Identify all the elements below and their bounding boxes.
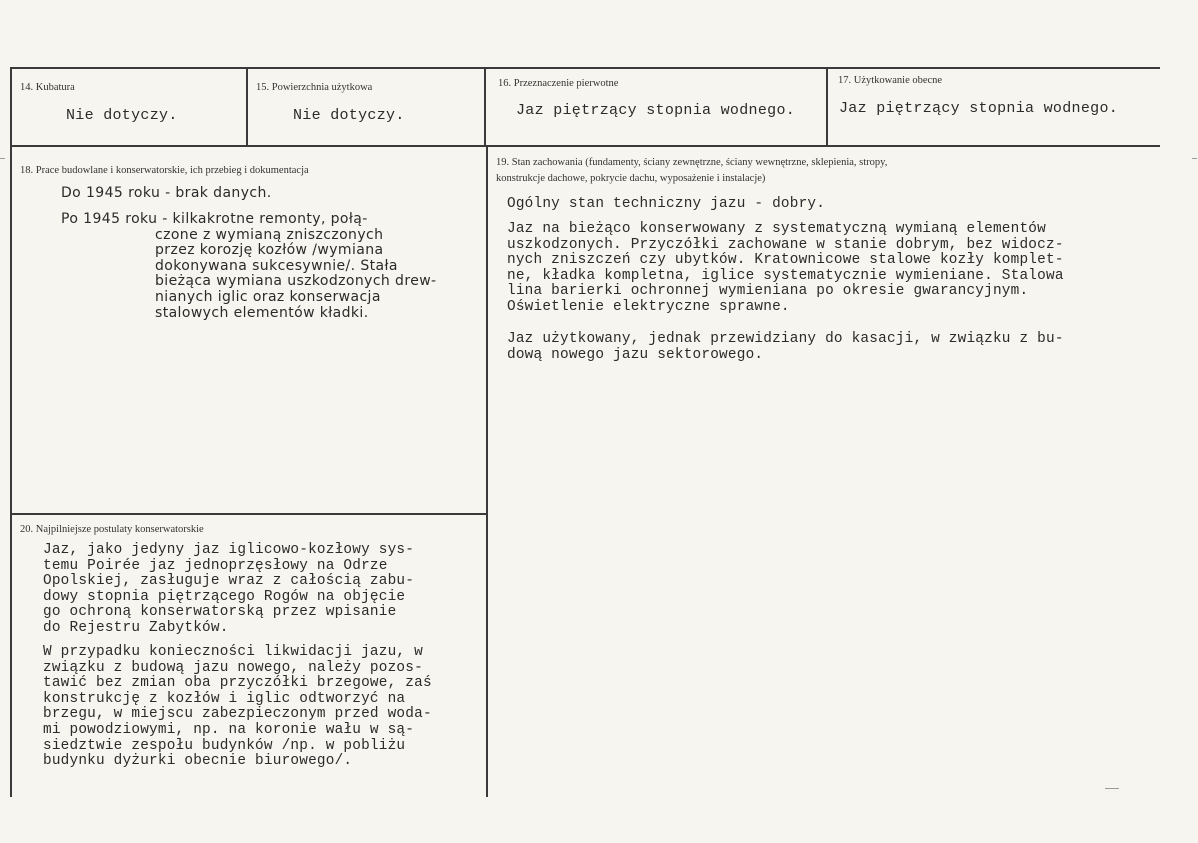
field-14-label: 14. Kubatura (20, 82, 75, 93)
text-line: czone z wymianą zniszczonych (155, 226, 384, 243)
text-line: Ogólny stan techniczny jazu - dobry. (507, 196, 826, 212)
field-19-paragraph-1 (507, 197, 825, 213)
text-line: Jaz użytkowany, jednak przewidziany do kasacji, w związku z bu- (507, 331, 1064, 347)
text-line: go ochroną konserwatorską przez wpisanie (43, 604, 397, 621)
field-15-label: 15. Powierzchnia użytkowa (256, 82, 373, 93)
center-divider (486, 145, 488, 797)
field-17-label: 17. Użytkowanie obecne (838, 75, 943, 86)
divider-15-16 (484, 67, 486, 145)
text-line: Oświetlenie elektryczne sprawne. (507, 298, 790, 315)
scan-mark (1105, 788, 1119, 789)
text-line: stalowych elementów kładki. (155, 304, 369, 321)
text-line: nych zniszczeń czy ubytków. Kratownicowe stalowe kozły komplet- (507, 252, 1064, 269)
text-line: tawić bez zmian oba przyczółki brzegowe, zaś (43, 675, 432, 692)
text-line: bieżąca wymiana uszkodzonych drew- (155, 273, 437, 290)
scan-mark (0, 158, 5, 159)
text-line: W przypadku konieczności likwidacji jazu, w (43, 644, 423, 660)
f18-bottom-border (10, 513, 486, 515)
text-line: brzegu, w miejscu zabezpieczonym przed woda- (43, 706, 432, 723)
divider-14-15 (246, 67, 248, 145)
text-line: dokonywana sukcesywnie/. Stała (155, 257, 398, 274)
field-20-paragraph-1 (43, 543, 414, 637)
field-14-value: Nie dotyczy. (66, 107, 178, 124)
scan-mark (1192, 158, 1197, 159)
text-line: siedztwie zespołu budynków /np. w pobliżu (43, 737, 406, 754)
text-line: Po 1945 roku - kilkakrotne remonty, połą- (61, 211, 368, 227)
field-20-label: 20. Najpilniejsze postulaty konserwatorskie (20, 524, 204, 535)
text-line: dową nowego jazu sektorowego. (507, 346, 764, 363)
field-16-label: 16. Przeznaczenie pierwotne (498, 78, 619, 89)
text-line: dowy stopnia piętrzącego Rogów na objęcie (43, 588, 406, 605)
text-line: ne, kładka kompletna, iglice systematycznie wymieniane. Stalowa (507, 267, 1064, 284)
field-17-value: Jaz piętrzący stopnia wodnego. (839, 100, 1119, 117)
text-line: lina barierki ochronnej wymieniana po okresie gwarancyjnym. (507, 283, 1029, 300)
top-border (10, 67, 1160, 69)
field-19-label-line2: konstrukcje dachowe, pokrycie dachu, wyposażenie i instalacje) (496, 173, 766, 184)
field-16-value: Jaz piętrzący stopnia wodnego. (516, 102, 796, 119)
row1-bottom-border (10, 145, 1160, 147)
text-line: uszkodzonych. Przyczółki zachowane w stanie dobrym, bez widocz- (507, 236, 1064, 253)
field-15-value: Nie dotyczy. (293, 107, 405, 124)
field-18-paragraph-1 (61, 186, 272, 202)
text-line: nianych iglic oraz konserwacja (155, 288, 381, 305)
text-line: konstrukcję z kozłów i iglic odtworzyć na (43, 690, 406, 707)
field-18-paragraph-2 (61, 212, 437, 321)
text-line: mi powodziowymi, np. na koronie wału w są- (43, 721, 415, 738)
divider-16-17 (826, 67, 828, 145)
text-line: Jaz, jako jedyny jaz iglicowo-kozłowy sys- (43, 542, 415, 558)
text-line: Jaz na bieżąco konserwowany z systematyczną wymianą elementów (507, 221, 1046, 237)
field-19-paragraph-2 (507, 222, 1064, 316)
left-border (10, 67, 12, 797)
text-line: budynku dyżurki obecnie biurowego/. (43, 753, 353, 770)
text-line: Opolskiej, zasługuje wraz z całością zabu- (43, 573, 415, 590)
field-19-paragraph-3 (507, 332, 1064, 363)
text-line: temu Poirée jaz jednoprzęsłowy na Odrze (43, 557, 388, 574)
text-line: związku z budową jazu nowego, należy pozos- (43, 659, 423, 676)
field-18-label: 18. Prace budowlane i konserwatorskie, ich przebieg i dokumentacja (20, 165, 309, 176)
text-line: do Rejestru Zabytków. (43, 619, 229, 636)
text-line: przez korozję kozłów /wymiana (155, 242, 384, 259)
field-20-paragraph-2 (43, 645, 432, 770)
field-19-label-line1: 19. Stan zachowania (fundamenty, ściany zewnętrzne, ściany wewnętrzne, sklepienia, stropy, (496, 157, 888, 168)
text-line: Do 1945 roku - brak danych. (61, 185, 272, 201)
